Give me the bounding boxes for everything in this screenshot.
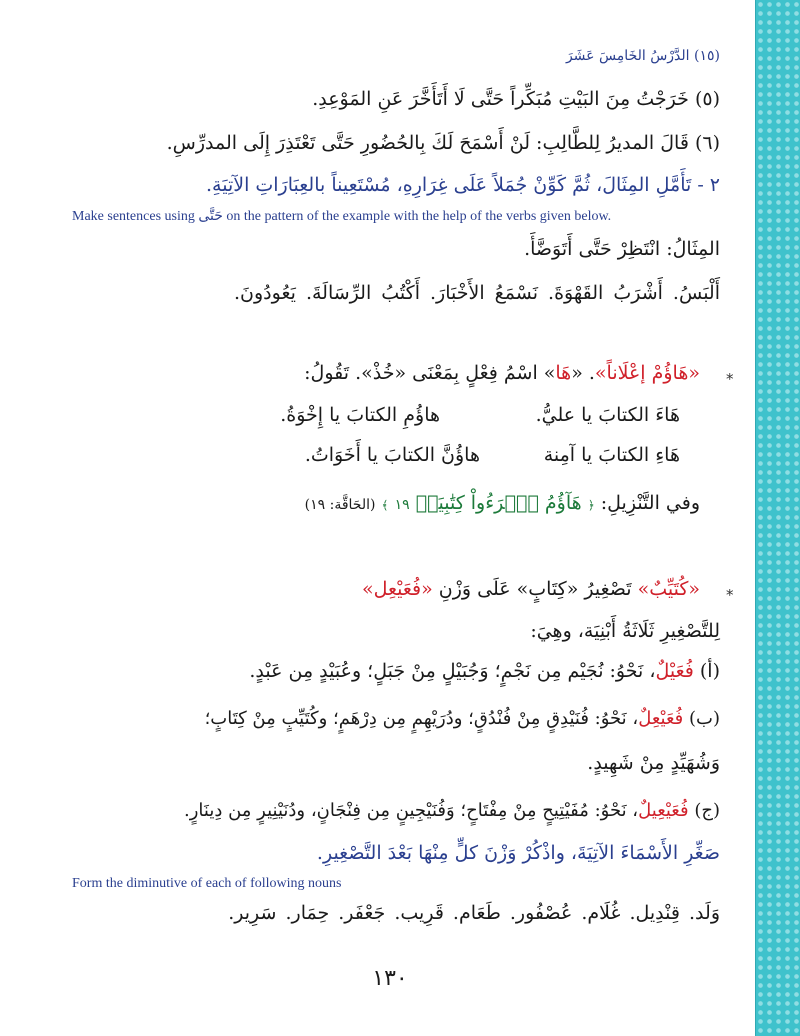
pattern-b [205,708,720,729]
pattern-a-name: فُعَيْلٌ [655,660,694,682]
pattern-b-text: ، نَحْوُ: فُنَيْدِقٍ مِنْ فُنْدُقٍ؛ ودُرَيْهِمٍ مِن دِرْهَمٍ؛ وكُتَيِّبٍ مِنْ كِتَابٍ؛ [204,708,639,729]
example-line-5: (٥) خَرَجْتُ مِنَ البَيْتِ مُبَكِّراً حَتَّى لَا أَتَأَخَّرَ عَنِ المَوْعِدِ. [312,88,720,110]
ornament-close-icon: ﴾ [381,498,389,512]
exercise-3-instruction: صَغِّرِ الأَسْمَاءَ الآتِيَةَ، واذْكُرْ وَزْنَ كلٍّ مِنْهَا بَعْدَ التَّصْغِيرِ. [316,842,720,864]
pattern-c-label: (ج) [694,800,720,821]
exercise-2-items: أَلْبَسُ. أَشْرَبُ القَهْوَةَ. نَسْمَعُ الأَخْبَارَ. أَكْتُبُ الرِّسَالَةَ. يَعُودُونَ. [234,282,720,304]
exercise-3-words: وَلَد. قِنْدِيل. غُلَام. عُصْفُور. طَعَام. قَرِيب. جَعْفَر. حِمَار. سَرِير. [228,902,720,924]
diminutive-intro: لِلتَّصْغِيرِ ثَلَاثَةُ أَبْنِيَة، وهِيَ: [530,620,720,642]
exercise-2-example: المِثَالُ: انْتَظِرْ حَتَّى أَتَوَضَّأَ. [524,238,720,260]
pattern-b-name: فُعَيْعِلٌ [638,708,684,729]
ha-word: هَا [555,362,572,384]
english-arabic-word: حَتَّى [198,208,223,224]
verse-number: ١٩ [394,497,410,513]
note-2-star: * [726,586,734,604]
tanzil-label: وفي التَّنْزِيلِ: [600,492,700,514]
pattern-word: «فُعَيْعِل» [361,578,433,600]
ornament-open-icon: ﴿ [587,498,595,512]
pattern-a-label: (أ) [699,660,720,682]
heading-rest: » اسْمُ فِعْلٍ بِمَعْنَى «خُذْ». تَقُولُ: [304,362,556,384]
example-line-6: (٦) قَالَ المديرُ لِلطَّالِبِ: لَنْ أَسْمَحَ لَكَ بِالحُضُورِ حَتَّى تَعْتَذِرَ إِلَى المدرِّسِ. [166,132,720,154]
note-2-heading [362,578,700,600]
lesson-title: (١٥) الدَّرْسُ الخَامِسَ عَشَرَ [565,48,720,64]
tanzil-line [305,492,700,514]
pattern-c-name: فُعَيْعِيلٌ [638,800,689,821]
heading-rest: تَصْغِيرُ «كِتَابٍ» عَلَى وَزْنِ [432,578,638,600]
exercise-2-instruction: ٢ - تَأَمَّلِ المِثَالَ، ثُمَّ كَوِّنْ جُمَلاً عَلَى غِرَارِهِ، مُسْتَعِيناً بالعِبَارَاتِ الآتِيَةِ. [205,174,720,196]
page-number: ١٣٠ [372,966,408,991]
english-post: on the pattern of the example with the help of the verbs given below. [226,209,612,224]
note-1-row-2a: هَاءِ الكتابَ يا آمِنة [543,444,680,466]
note-1-heading [304,362,700,384]
english-pre: Make sentences using [72,209,195,224]
decorative-side-strip [755,0,800,1036]
surah-reference: (الحَاقَّة: ١٩) [304,497,376,513]
pattern-c [184,800,720,821]
haum-ilanan: «هَاؤُمْ إعْلَاناً» [594,362,700,384]
pattern-a [249,660,720,682]
exercise-3-english: Form the diminutive of each of following nouns [72,876,342,891]
heading-mid: . « [571,362,595,384]
pattern-b-continued: وَشُهَيِّدٍ مِنْ شَهِيدٍ. [587,752,720,774]
note-1-star: * [726,370,734,388]
note-1-row-1a: هَاءَ الكتابَ يا عليُّ. [535,404,680,426]
exercise-2-english [72,208,611,225]
pattern-c-text: ، نَحْوُ: مُفَيْتِيحٍ مِنْ مِفْتَاحٍ؛ وَفُنَيْجِينٍ مِن فِنْجَانٍ، ودُنَيْنِيرٍ مِن دِينَارٍ. [184,800,639,821]
note-1-row-1b: هاؤُمِ الكتابَ يا إِخْوَةُ. [280,404,440,426]
note-1-row-2b: هاؤُنَّ الكتابَ يا أَخَوَاتُ. [304,444,480,466]
quran-verse: هَآؤُمُ ٱقۡرَءُواْ كِتَٰبِيَهۡ [415,492,582,514]
kutayyib-word: «كُتَيِّبٌ» [637,578,700,600]
pattern-a-text: ، نَحْوُ: نُجَيْم مِن نَجْمٍ؛ وَجُبَيْلٍ مِنْ جَبَلٍ؛ وعُبَيْدٍ مِن عَبْدٍ. [249,660,656,682]
pattern-b-label: (ب) [689,708,720,729]
